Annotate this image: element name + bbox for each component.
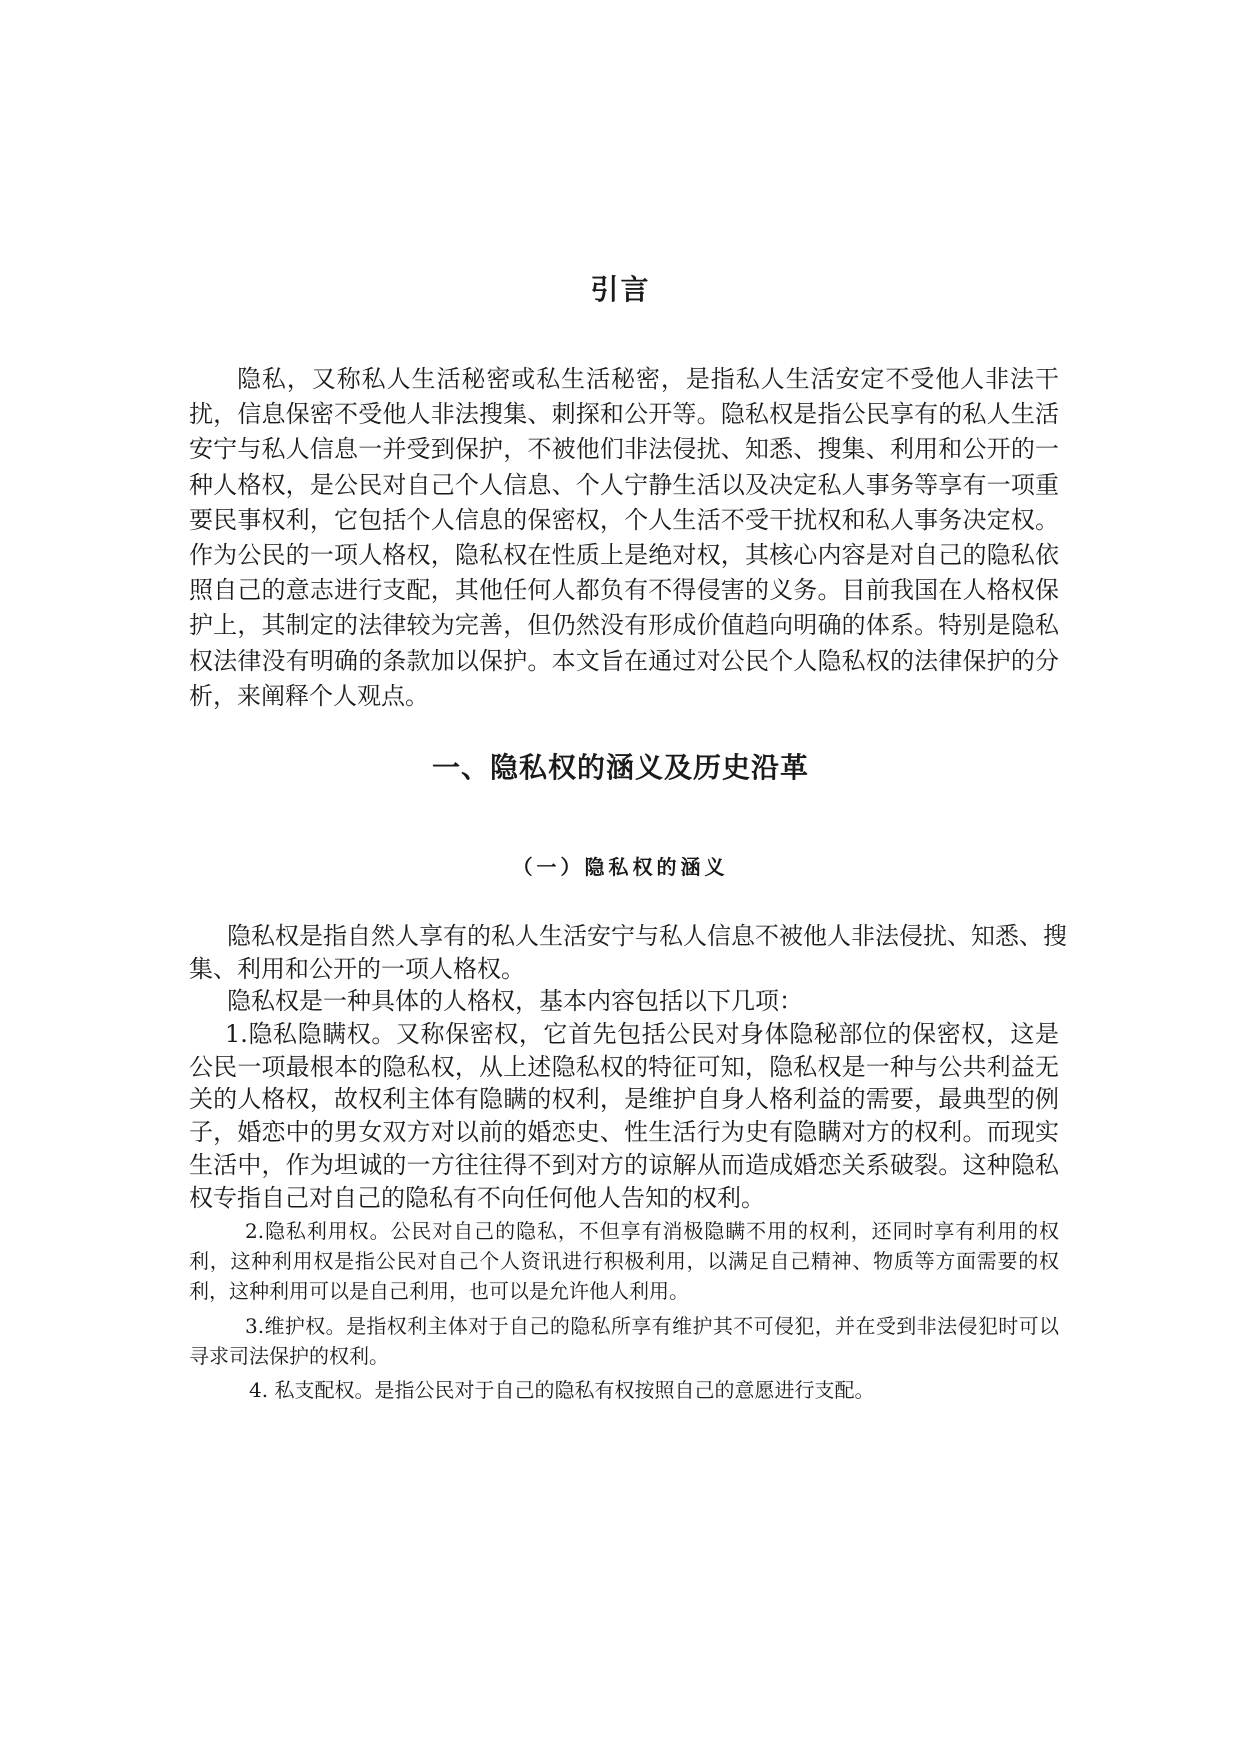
subsection-heading: （一）隐私权的涵义 — [512, 855, 729, 879]
intro-title: 引言 — [590, 273, 651, 306]
intro-paragraph: 隐私，又称私人生活秘密或私生活秘密，是指私人生活安定不受他人非法干扰，信息保密不受他人非法搜集、刺探和公开等。隐私权是指公民享有的私人生活安宁与私人信息一并受到保护，不被他们非法侵扰、知悉、搜集、利用和公开的一种人格权，是公民对自己个人信息、个人宁静生活以及决定私人事务等享有一项重要民事权利，它包括个人信息的保密权，个人生活不受干扰权和私人事务决定权。作为公民的一项人格权，隐私权在性质上是绝对权，其核心内容是对自己的隐私依照自己的意志进行支配，其他任何人都负有不得侵害的义务。目前我国在人格权保护上，其制定的法律较为完善，但仍然没有形成价值趋向明确的体系。特别是隐私权法律没有明确的条款加以保护。本文旨在通过对公民个人隐私权的法律保护的分析，来阐释个人观点。 — [189, 365, 1059, 710]
list-item: 2.隐私利用权。公民对自己的隐私，不但享有消极隐瞒不用的权利，还同时享有利用的权利，这种利用权是指公民对自己个人资讯进行积极利用，以满足自己精神、物质等方面需要的权利，这种利用可以是自己利用，也可以是允许他人利用。 — [189, 1219, 1059, 1303]
list-item: 4. 私支配权。是指公民对于自己的隐私有权按照自己的意愿进行支配。 — [249, 1378, 875, 1402]
list-item: 1.隐私隐瞒权。又称保密权，它首先包括公民对身体隐秘部位的保密权，这是公民一项最根本的隐私权，从上述隐私权的特征可知，隐私权是一种与公共利益无关的人格权，故权利主体有隐瞒的权利，是维护自身人格利益的需要，最典型的例子，婚恋中的男女双方对以前的婚恋史、性生活行为史有隐瞒对方的权利。而现实生活中，作为坦诚的一方往往得不到对方的谅解从而造成婚恋关系破裂。这种隐私权专指自己对自己的隐私有不向任何他人告知的权利。 — [189, 1020, 1059, 1212]
list-item: 3.维护权。是指权利主体对于自己的隐私所享有维护其不可侵犯，并在受到非法侵犯时可以寻求司法保护的权利。 — [189, 1314, 1059, 1368]
section-heading: 一、隐私权的涵义及历史沿革 — [431, 751, 809, 784]
definition-paragraph: 隐私权是指自然人享有的私人生活安宁与私人信息不被他人非法侵扰、知悉、搜集、利用和公开的一项人格权。 — [189, 922, 1067, 983]
list-intro-paragraph: 隐私权是一种具体的人格权，基本内容包括以下几项： — [227, 987, 803, 1015]
